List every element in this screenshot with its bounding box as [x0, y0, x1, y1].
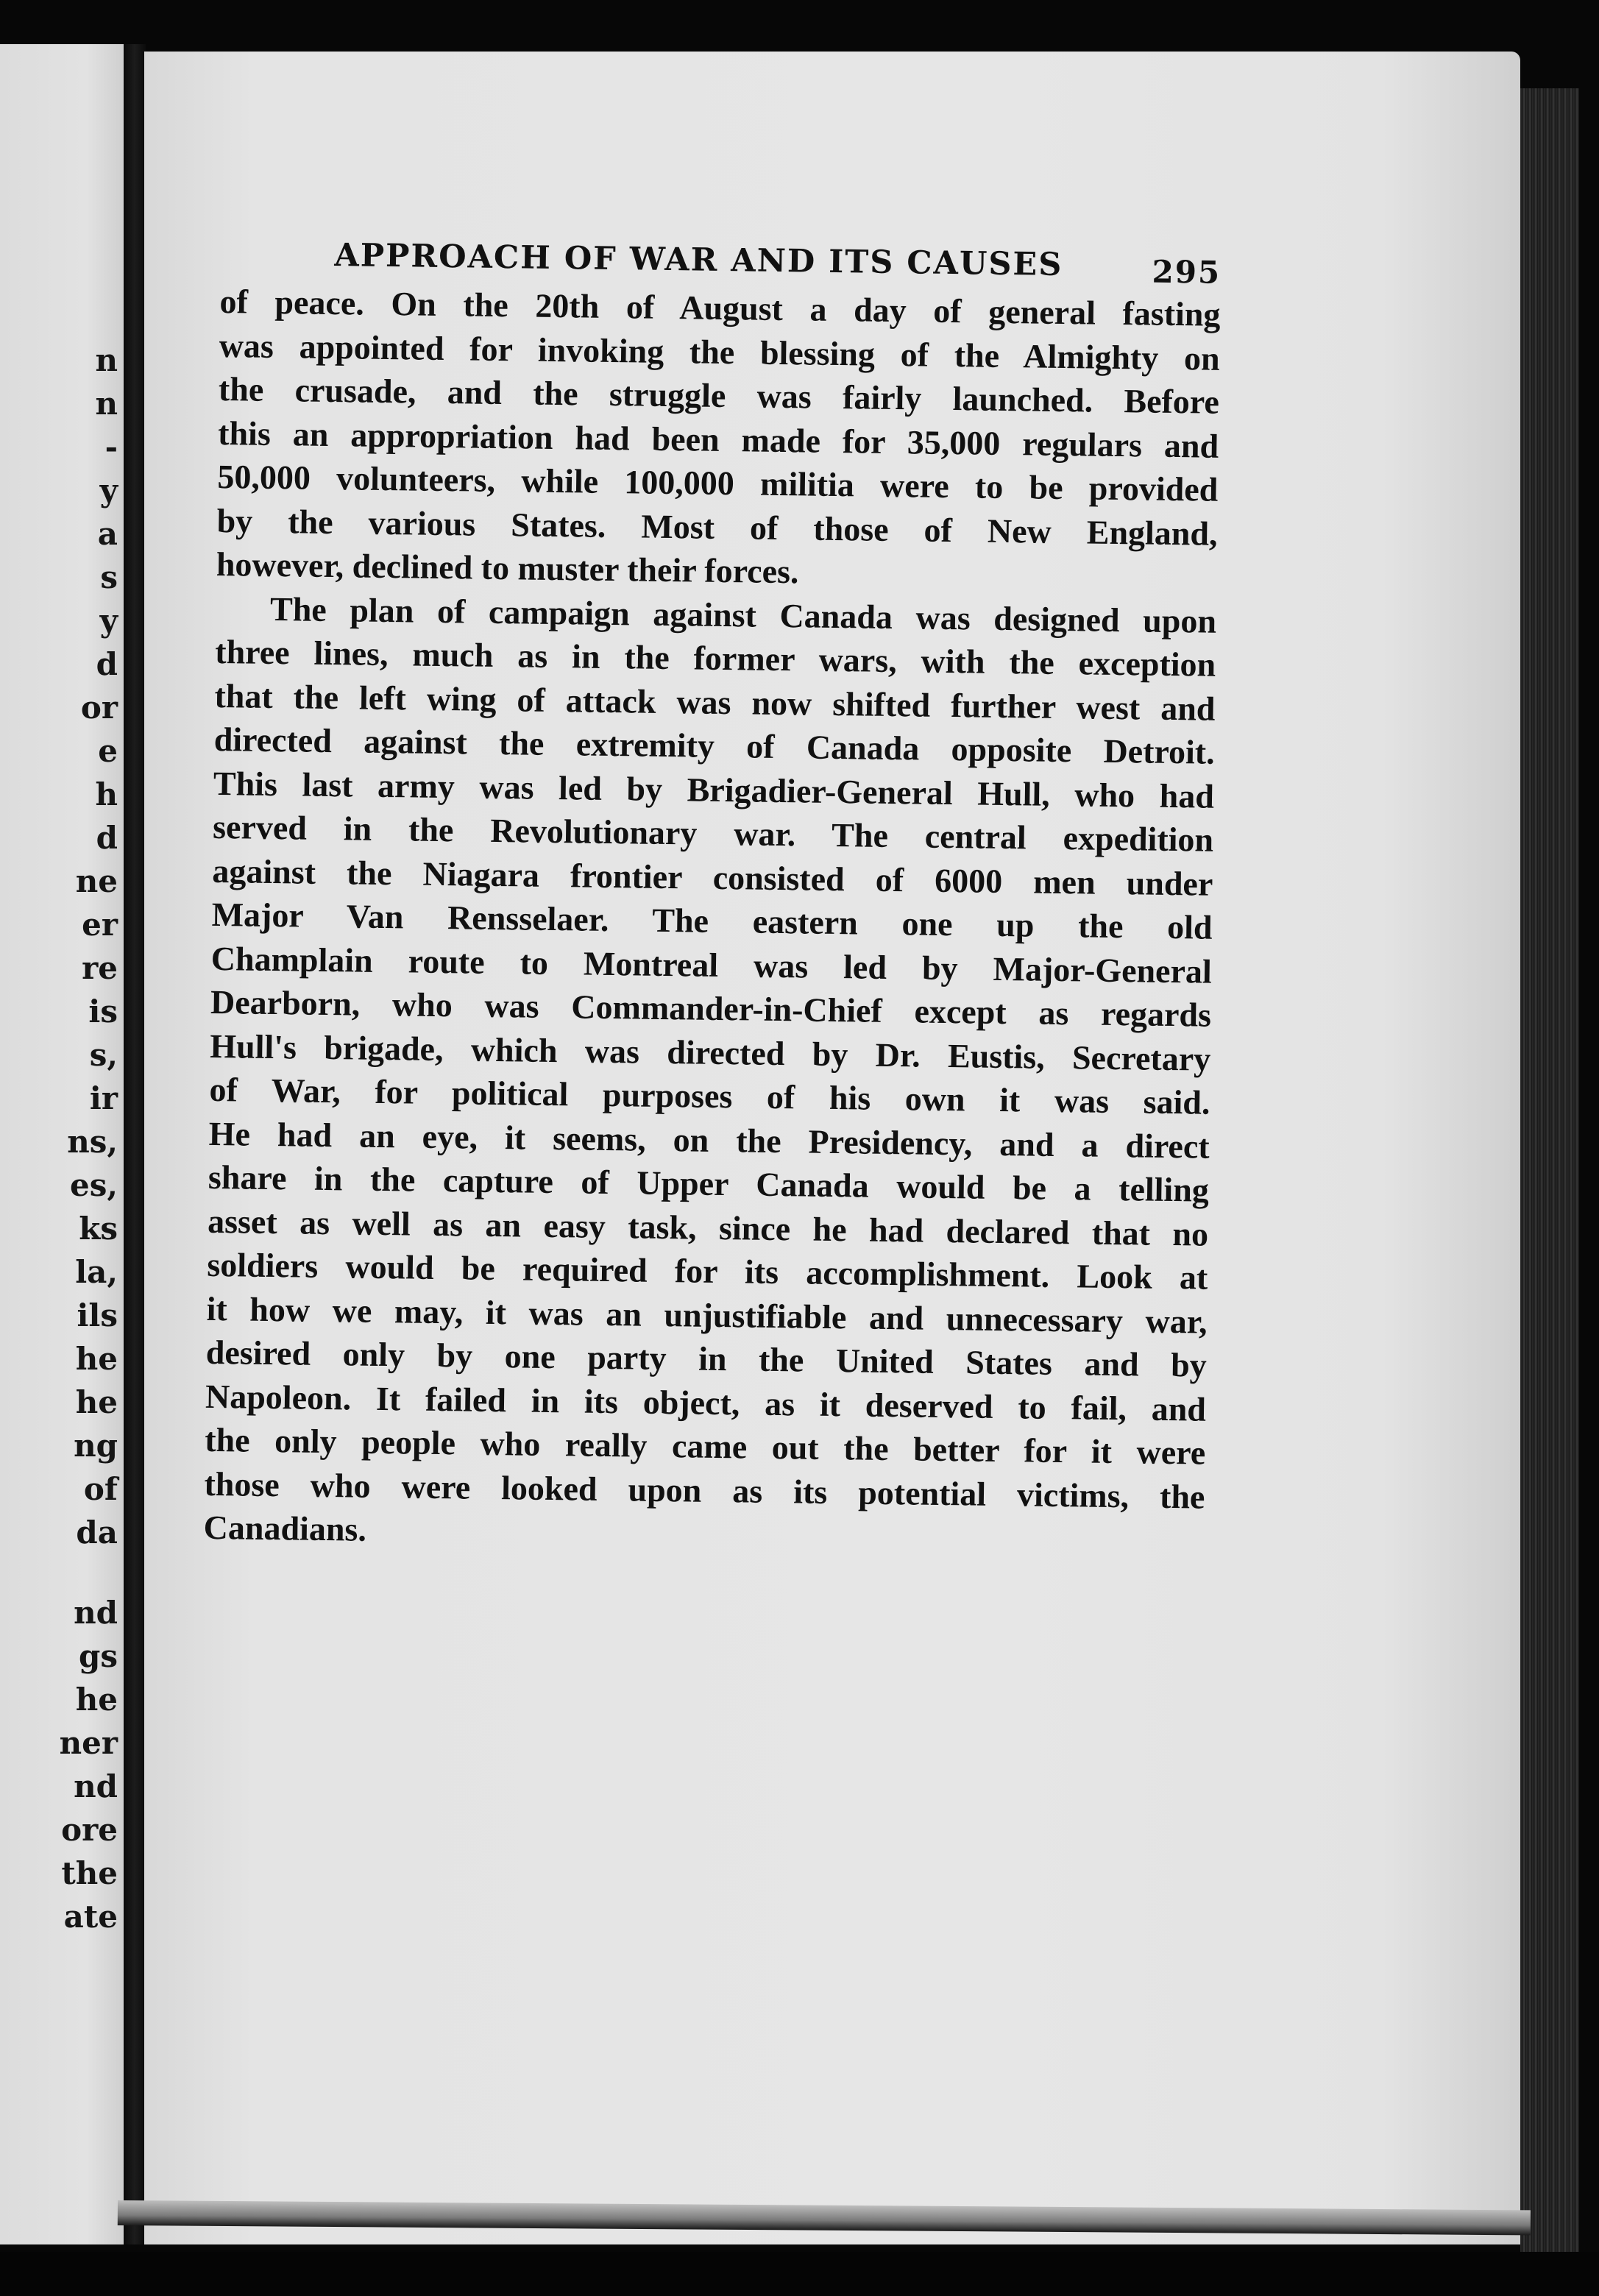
text-line: the crusade, and the struggle was fairly launched. Before — [218, 369, 1220, 421]
text-line: that the left wing of attack was now shifted further west and — [214, 676, 1216, 728]
left-page-fragment: y — [99, 472, 118, 509]
text-line: Major Van Rensselaer. The eastern one up the old — [211, 895, 1213, 946]
left-page-fragment: la, — [75, 1254, 118, 1290]
text-line: those who were looked upon as its potential victims, the — [204, 1464, 1205, 1516]
left-page-fragment: er — [82, 907, 118, 943]
left-page-fragment: e — [98, 733, 118, 769]
left-page-fragment: ils — [77, 1297, 118, 1333]
text-line: the only people who really came out the better for it were — [204, 1420, 1206, 1472]
text-line: asset as well as an easy task, since he had declared that no — [207, 1202, 1209, 1253]
left-page-fragment: of — [83, 1471, 118, 1507]
paragraph — [203, 586, 1216, 1562]
left-page-fragment: h — [95, 776, 118, 812]
left-page-fragment: ns, — [67, 1124, 118, 1160]
left-page-fragment: ng — [74, 1428, 118, 1464]
left-page-fragment: ore — [61, 1812, 118, 1848]
text-line: desired only by one party in the United States and by — [205, 1333, 1208, 1384]
left-page-fragment: n — [95, 386, 118, 422]
text-line: 50,000 volunteers, while 100,000 militia were to be provided — [217, 457, 1219, 509]
left-page-fragment: he — [75, 1341, 118, 1377]
left-page-fragment: he — [75, 1384, 118, 1420]
left-page-fragment: y — [99, 603, 118, 639]
text-line: Dearborn, who was Commander-in-Chief except as regards — [210, 982, 1212, 1034]
left-page-fragment: re — [82, 950, 118, 986]
left-page-fragment: he — [75, 1682, 118, 1718]
left-page-text-fragments — [15, 339, 118, 1938]
text-line: soldiers would be required for its accomplishment. Look at — [207, 1245, 1208, 1297]
left-page-fragment: ir — [89, 1080, 118, 1116]
left-page-fragment: s, — [89, 1037, 118, 1073]
left-page-fragment: or — [80, 690, 118, 726]
left-page-fragment: a — [97, 516, 118, 552]
text-line: against the Niagara frontier consisted of 6000 men under — [212, 851, 1213, 903]
text-line: this an appropriation had been made for 35,000 regulars and — [217, 414, 1219, 465]
left-page-gap — [15, 1554, 118, 1591]
left-page-fragment: nd — [74, 1768, 118, 1804]
left-page-fragment: d — [96, 820, 118, 856]
scan-bottom-border — [0, 2252, 1599, 2296]
left-page-fragment: d — [96, 646, 118, 682]
text-line: however, declined to muster their forces. — [216, 545, 799, 591]
left-page-fragment: - — [104, 429, 118, 465]
page-text-block — [203, 221, 1222, 1562]
left-page-fragment: is — [88, 993, 118, 1030]
text-line: was appointed for invoking the blessing of the Almighty on — [219, 326, 1221, 378]
text-line: share in the capture of Upper Canada would be a telling — [208, 1158, 1210, 1209]
left-facing-page — [0, 44, 127, 2244]
text-line: Canadians. — [203, 1508, 367, 1548]
left-page-fragment: ks — [79, 1211, 118, 1247]
running-head-title: APPROACH OF WAR AND ITS CAUSES — [334, 237, 1063, 283]
left-page-fragment: ner — [59, 1725, 118, 1761]
text-line: The plan of campaign against Canada was designed upon — [269, 589, 1217, 640]
text-line: Champlain route to Montreal was led by Major-General — [210, 939, 1213, 991]
page-edges — [1520, 88, 1579, 2267]
book-gutter — [124, 44, 146, 2244]
left-page-fragment: the — [61, 1855, 118, 1891]
text-line: Hull's brigade, which was directed by Dr. Eustis, Secretary — [209, 1027, 1211, 1078]
left-page-fragment: ne — [75, 863, 118, 899]
paragraph — [216, 280, 1221, 599]
text-line: it how we may, it was an unjustifiable and unnecessary war, — [206, 1289, 1208, 1341]
left-page-fragment: gs — [78, 1638, 118, 1674]
left-page-fragment: s — [100, 559, 118, 595]
text-line: This last army was led by Brigadier-General Hull, who had — [213, 764, 1215, 815]
page-number: 295 — [1152, 253, 1222, 291]
left-page-fragment: nd — [74, 1595, 118, 1631]
text-line: served in the Revolutionary war. The central expedition — [212, 807, 1214, 859]
text-line: by the various States. Most of those of New England, — [216, 501, 1218, 553]
text-line: directed against the extremity of Canada opposite Detroit. — [213, 720, 1215, 771]
text-line: three lines, much as in the former wars, with the exception — [215, 632, 1216, 684]
text-line: He had an eye, it seems, on the Presidency, and a direct — [208, 1114, 1210, 1166]
left-page-fragment: ate — [63, 1899, 118, 1935]
body-text — [203, 280, 1220, 1562]
left-page-fragment: n — [95, 342, 118, 378]
text-line: of War, for political purposes of his own it was said. — [209, 1070, 1210, 1122]
left-page-fragment: es, — [70, 1167, 118, 1203]
text-line: Napoleon. It failed in its object, as it deserved to fail, and — [205, 1377, 1207, 1428]
text-line: of peace. On the 20th of August a day of general fasting — [219, 282, 1221, 333]
left-page-fragment: da — [76, 1514, 118, 1551]
